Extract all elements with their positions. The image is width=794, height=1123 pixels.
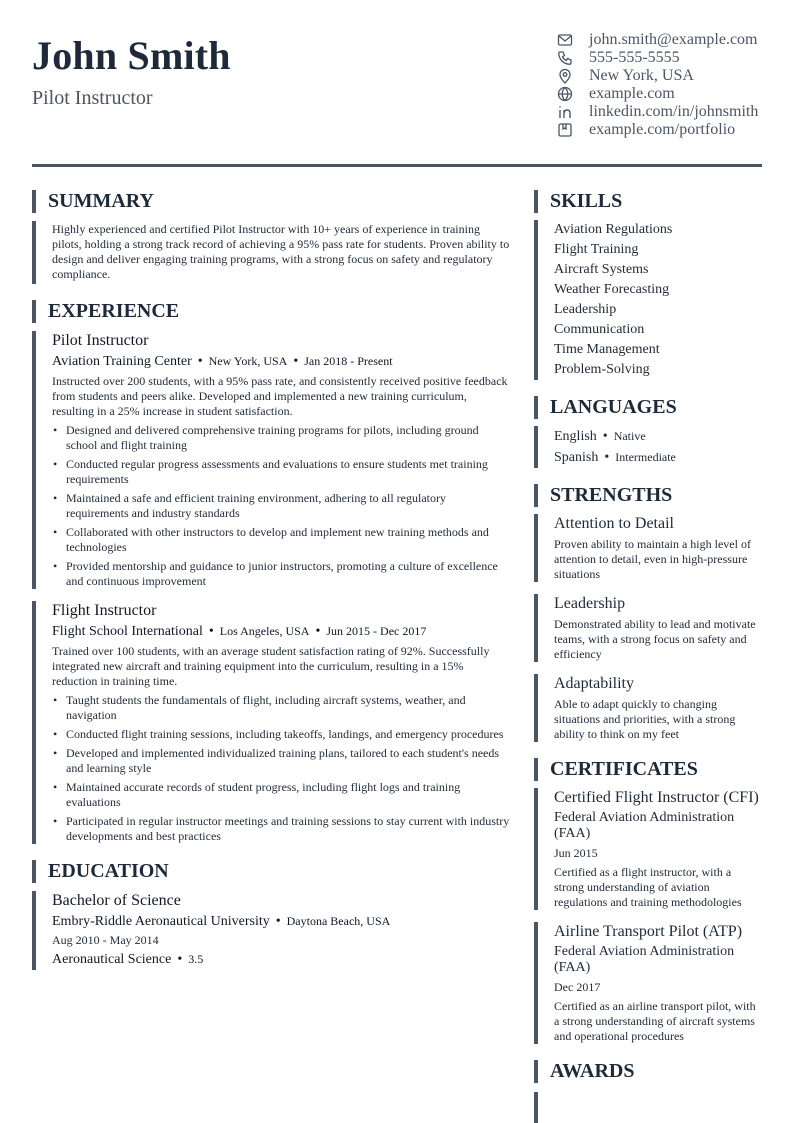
phone-icon: [557, 50, 573, 66]
language-name: English: [554, 429, 597, 444]
job-bullets: [52, 693, 510, 844]
skill-item: Communication: [554, 322, 645, 337]
contact-phone[interactable]: [557, 49, 762, 67]
awards-heading: AWARDS: [534, 1060, 762, 1083]
job-location: Los Angeles, USA: [219, 624, 310, 638]
contact-phone-text: 555-555-5555: [589, 49, 680, 66]
job-bullets: [52, 423, 510, 589]
certificate-issuer: Federal Aviation Administration (FAA): [554, 944, 735, 975]
list-item: • Maintained accurate records of student progress, including flight logs and training evaluations: [52, 780, 510, 810]
job-dates: Jun 2015 - Dec 2017: [326, 624, 427, 638]
education-entry: [32, 891, 510, 970]
awards-body: [534, 1092, 762, 1123]
certificate-date: Jun 2015: [554, 846, 598, 860]
education-location: Daytona Beach, USA: [286, 914, 391, 928]
contact-linkedin-text: linkedin.com/in/johnsmith: [589, 103, 759, 120]
right-column: [534, 190, 762, 1123]
portfolio-icon: [557, 122, 573, 138]
strength-entry: [534, 594, 762, 662]
candidate-name: John Smith: [32, 33, 231, 78]
certificate-desc: Certified as a flight instructor, with a strong understanding of aviation regulations and training methodologies: [554, 865, 742, 909]
education-heading: EDUCATION: [32, 860, 510, 883]
globe-icon: [557, 86, 573, 102]
job-description: Trained over 100 students, with an average student satisfaction rating of 92%. Successfully integrated new aircraft and training equipment into the curriculum, resulting in a 15% reduction in training time.: [52, 644, 490, 688]
contact-linkedin[interactable]: [557, 103, 762, 121]
list-item: • Provided mentorship and guidance to junior instructors, promoting a culture of excellence and continuous improvement: [52, 559, 510, 589]
job-entry: [32, 331, 510, 589]
certificate-title: Airline Transport Pilot (ATP): [554, 923, 743, 940]
certificate-date: Dec 2017: [554, 980, 601, 994]
certificate-entry: [534, 788, 762, 910]
skill-item: Time Management: [554, 342, 660, 357]
summary-heading: SUMMARY: [32, 190, 510, 213]
job-meta: Flight School International • Los Angeles, USA • Jun 2015 - Dec 2017: [52, 624, 427, 639]
contact-website-text: example.com: [589, 85, 675, 102]
contact-email-text: john.smith@example.com: [589, 31, 758, 48]
certificate-title: Certified Flight Instructor (CFI): [554, 789, 759, 806]
contact-location-text: New York, USA: [589, 67, 694, 84]
language-item: English • Native: [554, 429, 646, 444]
education-field-row: Aeronautical Science • 3.5: [52, 952, 204, 967]
education-degree: Bachelor of Science: [52, 892, 181, 909]
job-title: Flight Instructor: [52, 602, 157, 619]
list-item: • Developed and implemented individualized training plans, tailored to each student's needs and learning style: [52, 746, 510, 776]
job-company: Aviation Training Center: [52, 354, 192, 369]
list-item: • Collaborated with other instructors to develop and implement new training methods and technologies: [52, 525, 510, 555]
strength-desc: Demonstrated ability to lead and motivate teams, with a strong focus on safety and efficiency: [554, 617, 756, 661]
skill-item: Aviation Regulations: [554, 222, 673, 237]
job-entry: [32, 601, 510, 844]
job-description: Instructed over 200 students, with a 95% pass rate, and consistently received positive feedback from students and peers alike. Developed and implemented a new training curriculum, resulting in a 25% increase in student satisfaction.: [52, 374, 508, 418]
language-name: Spanish: [554, 450, 599, 465]
education-dates: Aug 2010 - May 2014: [52, 933, 159, 947]
strength-title: Adaptability: [554, 675, 634, 692]
experience-heading: EXPERIENCE: [32, 300, 510, 323]
linkedin-icon: [557, 104, 573, 120]
language-level: Native: [613, 429, 646, 443]
list-item: • Designed and delivered comprehensive training programs for pilots, including ground school and flight training: [52, 423, 510, 453]
language-item: Spanish • Intermediate: [554, 450, 676, 465]
languages-list: [534, 426, 762, 468]
skill-item: Aircraft Systems: [554, 262, 649, 277]
education-meta: Embry-Riddle Aeronautical University • Daytona Beach, USA: [52, 914, 391, 929]
certificate-desc: Certified as an airline transport pilot, with a strong understanding of aircraft systems and operational procedures: [554, 999, 756, 1043]
left-column: [32, 190, 510, 970]
envelope-icon: [557, 32, 573, 48]
certificate-issuer: Federal Aviation Administration (FAA): [554, 810, 735, 841]
job-company: Flight School International: [52, 624, 203, 639]
contact-website[interactable]: [557, 85, 762, 103]
education-field: Aeronautical Science: [52, 952, 172, 967]
languages-heading: LANGUAGES: [534, 396, 762, 419]
strength-desc: Proven ability to maintain a high level of attention to detail, even in high-pressure situations: [554, 537, 751, 581]
list-item: • Maintained a safe and efficient training environment, adhering to all regulatory requirements and industry standards: [52, 491, 510, 521]
contact-portfolio-text: example.com/portfolio: [589, 121, 736, 138]
list-item: • Taught students the fundamentals of flight, including aircraft systems, weather, and navigation: [52, 693, 510, 723]
list-item: • Participated in regular instructor meetings and training sessions to stay current with industry developments and best practices: [52, 814, 510, 844]
map-pin-icon: [557, 68, 573, 84]
list-item: • Conducted regular progress assessments and evaluations to ensure students met training requirements: [52, 457, 510, 487]
strength-title: Attention to Detail: [554, 515, 674, 532]
skill-item: Flight Training: [554, 242, 639, 257]
candidate-headline: Pilot Instructor: [32, 87, 153, 109]
education-gpa: 3.5: [188, 952, 204, 966]
contact-portfolio[interactable]: [557, 121, 762, 139]
language-level: Intermediate: [615, 450, 676, 464]
certificates-heading: CERTIFICATES: [534, 758, 762, 781]
skill-item: Weather Forecasting: [554, 282, 670, 297]
contact-location: [557, 67, 762, 85]
strengths-heading: STRENGTHS: [534, 484, 762, 507]
skill-item: Leadership: [554, 302, 617, 317]
strength-entry: [534, 514, 762, 582]
contact-email[interactable]: [557, 31, 762, 49]
strength-desc: Able to adapt quickly to changing situations and priorities, with a strong ability to think on my feet: [554, 697, 736, 741]
education-school: Embry-Riddle Aeronautical University: [52, 914, 270, 929]
strength-title: Leadership: [554, 595, 626, 612]
skills-heading: SKILLS: [534, 190, 762, 213]
job-dates: Jan 2018 - Present: [304, 354, 393, 368]
list-item: • Conducted flight training sessions, including takeoffs, landings, and emergency procedures: [52, 727, 510, 742]
skill-item: Problem-Solving: [554, 362, 650, 377]
job-meta: Aviation Training Center • New York, USA • Jan 2018 - Present: [52, 354, 393, 369]
strength-entry: [534, 674, 762, 742]
skills-list: [534, 220, 762, 380]
certificate-entry: [534, 922, 762, 1044]
resume-header: [32, 30, 762, 150]
job-location: New York, USA: [208, 354, 288, 368]
header-divider: [32, 164, 762, 167]
contact-list: [557, 31, 762, 139]
summary-text: Highly experienced and certified Pilot Instructor with 10+ years of experience in training pilots, holding a strong track record of achieving a 95% pass rate for students. Proven ability to design and deliver engaging training programs, with a strong focus on safety and regulatory compliance.: [32, 221, 510, 284]
job-title: Pilot Instructor: [52, 332, 149, 349]
